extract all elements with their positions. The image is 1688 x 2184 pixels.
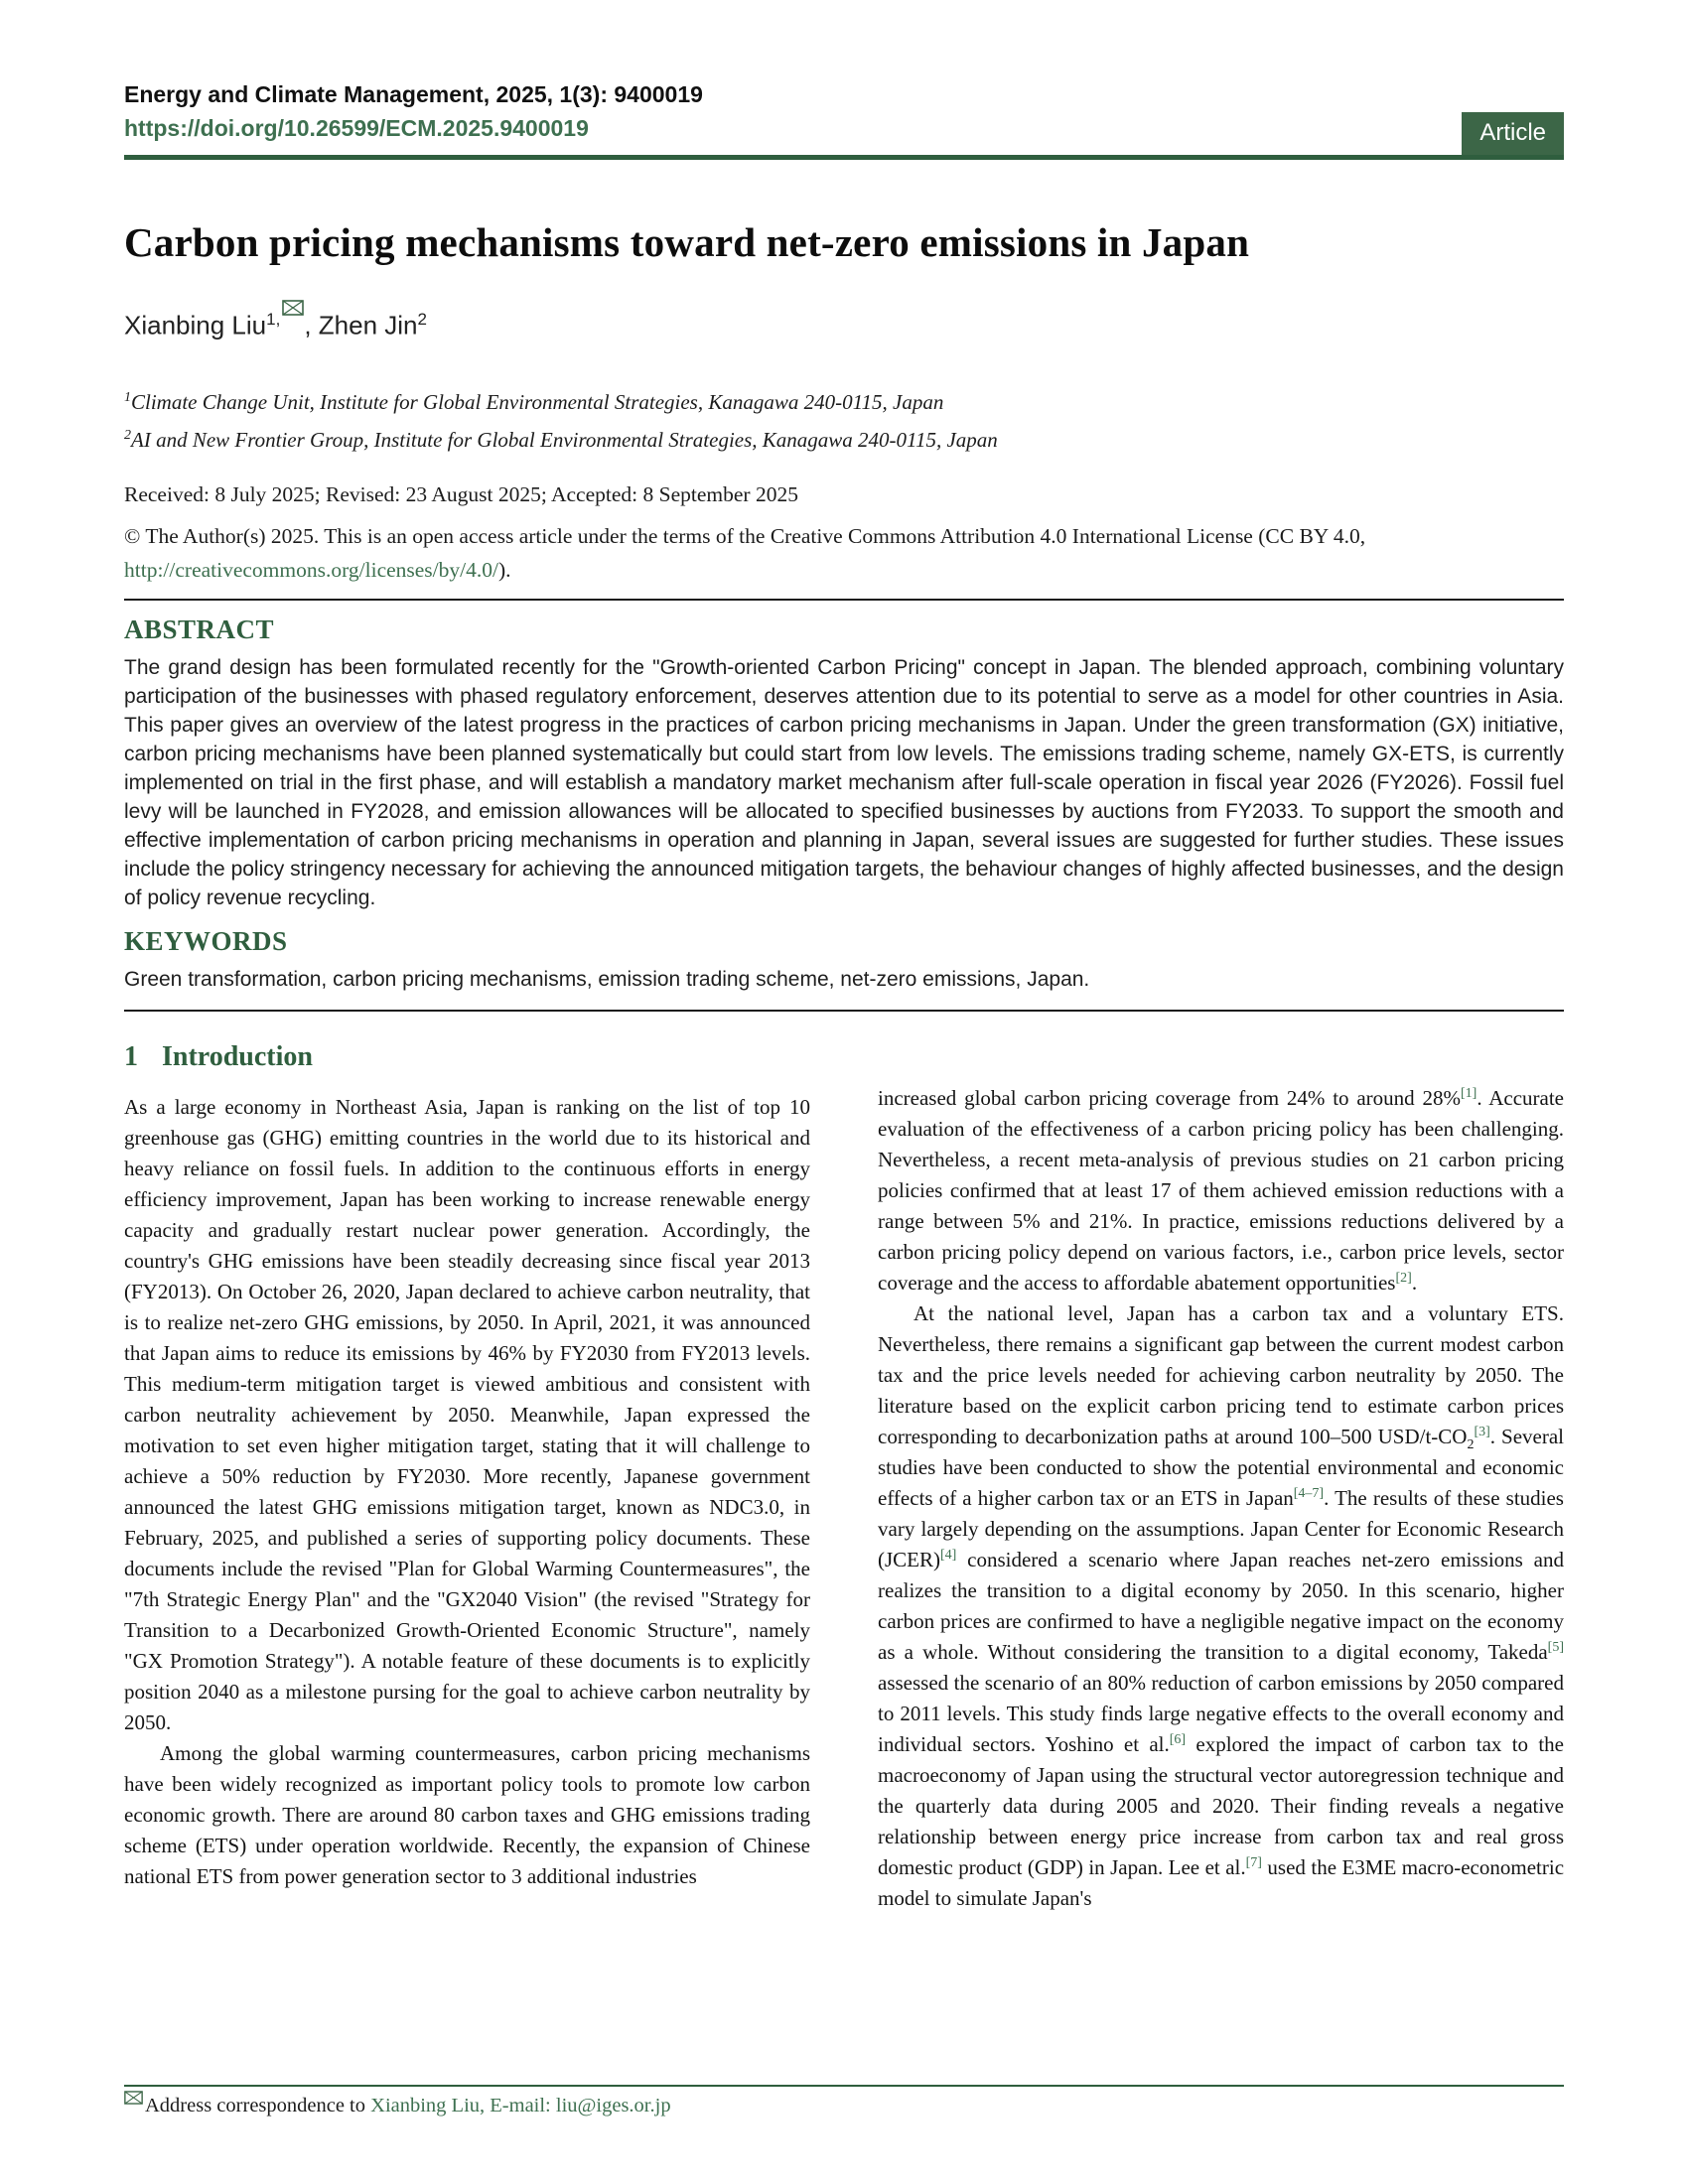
divider-below-keywords bbox=[124, 1010, 1564, 1012]
divider-above-abstract bbox=[124, 599, 1564, 601]
citation-ref[interactable]: [1] bbox=[1460, 1085, 1477, 1101]
citation-ref[interactable]: [7] bbox=[1245, 1854, 1262, 1870]
body-columns bbox=[124, 1037, 1564, 1914]
affiliation-2: $^2$AI and New Frontier Group, Institute for Global Environmental Strategies, Kanagawa 240-0115, Japan bbox=[124, 427, 998, 452]
intro-paragraph-2: Among the global warming countermeasures, carbon pricing mechanisms have been widely recognized as important policy tools to promote low carbon economic growth. There are around 80 carbon taxes and GHG emissions trading scheme (ETS) under operation worldwide. Recently, the expansion of Chinese national ETS from power generation sector to 3 additional industries bbox=[124, 1740, 810, 1888]
header-rule bbox=[124, 155, 1564, 160]
left-column bbox=[124, 1037, 810, 1914]
section-1-heading: 1 Introduction bbox=[124, 1040, 313, 1072]
citation-ref[interactable]: [3] bbox=[1474, 1424, 1490, 1439]
copyright-line: © The Author(s) 2025. This is an open access article under the terms of the Creative Commons Attribution 4.0 International License (CC BY 4.0, http://creativecommons.org/licenses/by/4.0/). bbox=[124, 523, 1366, 582]
author-1-superscript: 1, bbox=[266, 310, 304, 329]
text-link[interactable]: Xianbing Liu, E-mail: liu@iges.or.jp bbox=[370, 2095, 671, 2116]
article-type-badge: Article bbox=[1462, 112, 1564, 155]
doi-link[interactable]: https://doi.org/10.26599/ECM.2025.9400019 bbox=[124, 115, 589, 141]
citation-ref[interactable]: [6] bbox=[1169, 1731, 1187, 1747]
page-title: Carbon pricing mechanisms toward net-zero emissions in Japan bbox=[124, 219, 1250, 265]
envelope-icon[interactable] bbox=[282, 300, 304, 316]
journal-citation: Energy and Climate Management, 2025, 1(3): 9400019 bbox=[124, 81, 703, 107]
keywords-heading: KEYWORDS bbox=[124, 925, 288, 956]
author-line bbox=[124, 309, 1564, 341]
keywords-text: Green transformation, carbon pricing mechanisms, emission trading scheme, net-zero emissions, Japan. bbox=[124, 967, 1090, 991]
intro-paragraph-2-continued: increased global carbon pricing coverage from 24% to around 28%[1]. Accurate evaluation of the effectiveness of a carbon pricing policy has been challenging. Nevertheless, a recent meta-analysis of previous studies on 21 carbon pricing policies confirmed that at least 17 of them achieved emission reductions with a range between 5% and 21%. In practice, emissions reductions delivered by a carbon pricing policy depend on various factors, i.e., carbon price levels, sector coverage and the access to affordable abatement opportunities[2]. bbox=[878, 1085, 1564, 1295]
citation-ref[interactable]: [4] bbox=[940, 1547, 957, 1563]
affiliation-1: $^1$Climate Change Unit, Institute for Global Environmental Strategies, Kanagawa 240-0115, Japan bbox=[124, 389, 944, 414]
right-column bbox=[878, 1037, 1564, 1914]
abstract-heading: ABSTRACT bbox=[124, 614, 275, 644]
page-footer bbox=[124, 2085, 1564, 2117]
author-2-superscript: 2 bbox=[417, 310, 427, 329]
text-link[interactable]: http://creativecommons.org/licenses/by/4.0/ bbox=[124, 557, 498, 582]
citation-ref[interactable]: [5] bbox=[1547, 1639, 1564, 1655]
intro-paragraph-1: As a large economy in Northeast Asia, Japan is ranking on the list of top 10 greenhouse gas (GHG) emitting countries in the world due to its historical and heavy reliance on fossil fuels. In addition to the continuous efforts in energy efficiency improvement, Japan has been working to increase renewable energy capacity and gradually restart nuclear power generation. Accordingly, the country's GHG emissions have been steadily decreasing since fiscal year 2013 (FY2013). On October 26, 2020, Japan declared to achieve carbon neutrality, that is to realize net-zero GHG emissions, by 2050. In April, 2021, it was announced that Japan aims to reduce its emissions by 46% by FY2030 from FY2013 levels. This medium-term mitigation target is viewed ambitious and consistent with carbon neutrality achievement by 2050. Meanwhile, Japan expressed the motivation to set even higher mitigation target, stating that it will challenge to achieve a 50% reduction by FY2030. More recently, Japanese government announced the latest GHG emissions mitigation target, known as NDC3.0, in February, 2025, and published a series of supporting policy documents. These documents include the revised "Plan for Global Warming Countermeasures", the "7th Strategic Energy Plan" and the "GX2040 Vision" (the revised "Strategy for Transition to a Decarbonized Growth-Oriented Economic Structure", namely "GX Promotion Strategy"). A notable feature of these documents is to explicitly position 2040 as a milestone pursing for the goal to achieve carbon neutrality by 2050. bbox=[124, 1094, 810, 1734]
subscript: 2 bbox=[1467, 1436, 1475, 1452]
intro-paragraph-3: At the national level, Japan has a carbon tax and a voluntary ETS. Nevertheless, there remains a significant gap between the current modest carbon tax and the price levels needed for achieving carbon neutrality by 2050. The literature based on the explicit carbon pricing tend to estimate carbon prices corresponding to decarbonization paths at around 100–500 USD/$t-CO_2[3]$. Several studies have been conducted to show the potential environmental and economic effects of a higher carbon tax or an ETS in Japan[4–7]. The results of these studies vary largely depending on the assumptions. Japan Center for Economic Research (JCER)[4] considered a scenario where Japan reaches net-zero emissions and realizes the transition to a digital economy by 2050. In this scenario, higher carbon prices are confirmed to have a negligible negative impact on the economy as a whole. Without considering the transition to a digital economy, Takeda[5] assessed the scenario of an 80% reduction of carbon emissions by 2050 compared to 2011 levels. This study finds large negative effects to the overall economy and individual sectors. Yoshino et al.[6] explored the impact of carbon tax to the macroeconomy of Japan using the structural vector autoregression technique and the quarterly data during 2005 and 2020. Their finding reveals a negative relationship between energy price increase from carbon tax and real gross domestic product (GDP) in Japan. Lee et al.[7] used the E3ME macro-econometric model to simulate Japan's bbox=[878, 1300, 1565, 1910]
citation-ref[interactable]: [2] bbox=[1395, 1270, 1412, 1286]
dates-line: Received: 8 July 2025; Revised: 23 August 2025; Accepted: 8 September 2025 bbox=[124, 481, 798, 506]
author-separator: , bbox=[304, 310, 319, 341]
abstract-text: The grand design has been formulated recently for the "Growth-oriented Carbon Pricing" concept in Japan. The blended approach, combining voluntary participation of the businesses with phased regulatory enforcement, deserves attention due to its potential to serve as a model for other countries in Asia. This paper gives an overview of the latest progress in the practices of carbon pricing mechanisms in Japan. Under the green transformation (GX) initiative, carbon pricing mechanisms have been planned systematically but could start from low levels. The emissions trading scheme, namely GX-ETS, is currently implemented on trial in the first phase, and will establish a mandatory market mechanism after full-scale operation in fiscal year 2026 (FY2026). Fossil fuel levy will be launched in FY2028, and emission allowances will be allocated to specified businesses by auctions from FY2033. To support the smooth and effective implementation of carbon pricing mechanisms in operation and planning in Japan, several issues are suggested for further studies. These issues include the policy stringency necessary for achieving the announced mitigation targets, the behaviour changes of highly affected businesses, and the design of policy revenue recycling. bbox=[124, 655, 1564, 909]
author-1-name: Xianbing Liu bbox=[124, 310, 267, 341]
citation-ref[interactable]: [4–7] bbox=[1293, 1485, 1325, 1501]
author-2-name: Zhen Jin bbox=[318, 310, 418, 341]
page-header bbox=[124, 79, 1564, 160]
correspondence-note: Address correspondence to Xianbing Liu, E-mail: liu@iges.or.jp bbox=[124, 2095, 1564, 2117]
footnote-rule bbox=[124, 2085, 1564, 2087]
affiliations bbox=[124, 381, 1564, 457]
envelope-icon bbox=[124, 2091, 143, 2105]
